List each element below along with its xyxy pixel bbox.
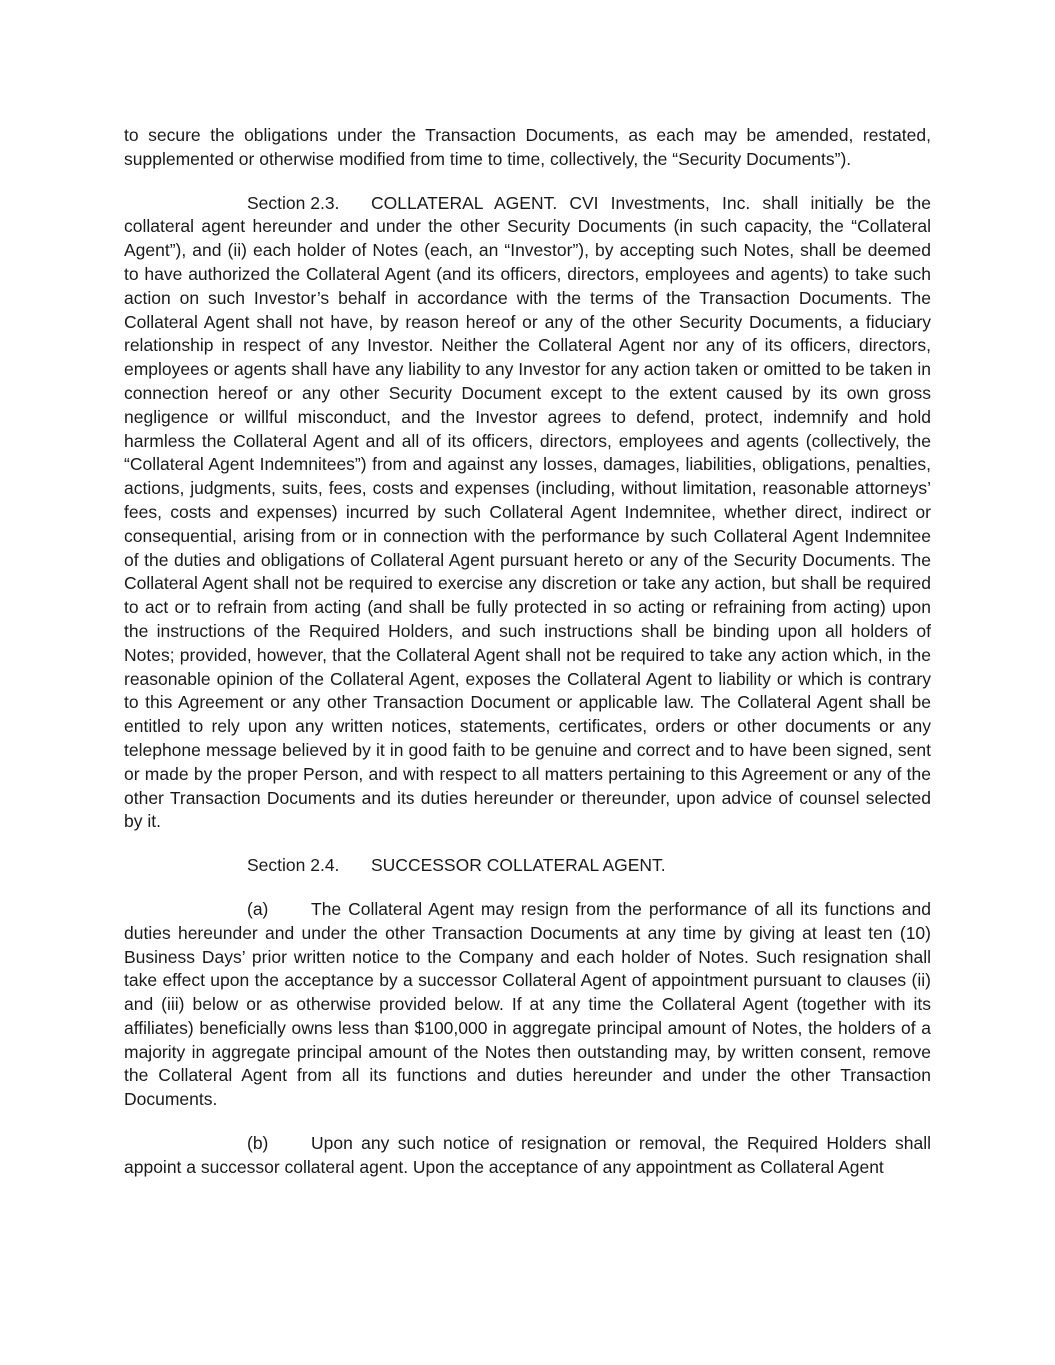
section-2-4-b-label: (b): [247, 1133, 269, 1154]
intro-paragraph: to secure the obligations under the Transaction Documents, as each may be amended, restated, supplemented or otherwise modified from time to time, collectively, the “Security Documents”).: [124, 125, 931, 169]
section-2-4-a-paragraph: [124, 898, 931, 1112]
section-2-3-number: Section 2.3.: [247, 192, 340, 213]
section-2-4-b-body: Upon any such notice of resignation or removal, the Required Holders shall appoint a successor collateral agent. Upon the acceptance of any appointment as Collateral Agent: [124, 1133, 931, 1177]
section-2-4-number: Section 2.4.: [247, 855, 340, 876]
section-2-3-body: CVI Investments, Inc. shall initially be the collateral agent hereunder and under the other Security Documents (in such capacity, the “Collateral Agent”), and (ii) each holder of Notes (each, an “Investor”), by accepting such Notes, shall be deemed to have authorized the Collateral Agent (and its officers, directors, employees and agents) to take such action on such Investor’s behalf in accordance with the terms of the Transaction Documents. The Collateral Agent shall not have, by reason hereof or any of the other Security Documents, a fiduciary relationship in respect of any Investor. Neither the Collateral Agent nor any of its officers, directors, employees or agents shall have any liability to any Investor for any action taken or omitted to be taken in connection hereof or any other Security Document except to the extent caused by its own gross negligence or willful misconduct, and the Investor agrees to defend, protect, indemnify and hold harmless the Collateral Agent and all of its officers, directors, employees and agents (collectively, the “Collateral Agent Indemnitees”) from and against any losses, damages, liabilities, obligations, penalties, actions, judgments, suits, fees, costs and expenses (including, without limitation, reasonable attorneys’ fees, costs and expenses) incurred by such Collateral Agent Indemnitee, whether direct, indirect or consequential, arising from or in connection with the performance by such Collateral Agent Indemnitee of the duties and obligations of Collateral Agent pursuant hereto or any of the Security Documents. The Collateral Agent shall not be required to exercise any discretion or take any action, but shall be required to act or to refrain from acting (and shall be fully protected in so acting or refraining from acting) upon the instructions of the Required Holders, and such instructions shall be binding upon all holders of Notes; provided, however, that the Collateral Agent shall not be required to take any action which, in the reasonable opinion of the Collateral Agent, exposes the Collateral Agent to liability or which is contrary to this Agreement or any other Transaction Document or applicable law. The Collateral Agent shall be entitled to rely upon any written notices, statements, certificates, orders or other documents or any telephone message believed by it in good faith to be genuine and correct and to have been signed, sent or made by the proper Person, and with respect to all matters pertaining to this Agreement or any of the other Transaction Documents and its duties hereunder or thereunder, upon advice of counsel selected by it.: [124, 192, 932, 832]
section-2-3-paragraph: [124, 192, 931, 835]
section-2-4-a-body: The Collateral Agent may resign from the performance of all its functions and duties hereunder and under the other Transaction Documents at any time by giving at least ten (10) Business Days’ prior written notice to the Company and each holder of Notes. Such resignation shall take effect upon the acceptance by a successor Collateral Agent of appointment pursuant to clauses (ii) and (iii) below or as otherwise provided below. If at any time the Collateral Agent (together with its affiliates) beneficially owns less than $100,000 in aggregate principal amount of Notes, the holders of a majority in aggregate principal amount of the Notes then outstanding may, by written consent, remove the Collateral Agent from all its functions and duties hereunder and under the other Transaction Documents.: [124, 898, 931, 1110]
section-2-4-b-paragraph: [124, 1132, 931, 1180]
section-2-4-title: SUCCESSOR COLLATERAL AGENT.: [371, 855, 666, 876]
section-2-3-title: COLLATERAL AGENT.: [371, 192, 558, 213]
section-2-4-a-label: (a): [247, 898, 269, 919]
document-page: [124, 124, 931, 1180]
section-2-4-heading: [124, 854, 931, 878]
